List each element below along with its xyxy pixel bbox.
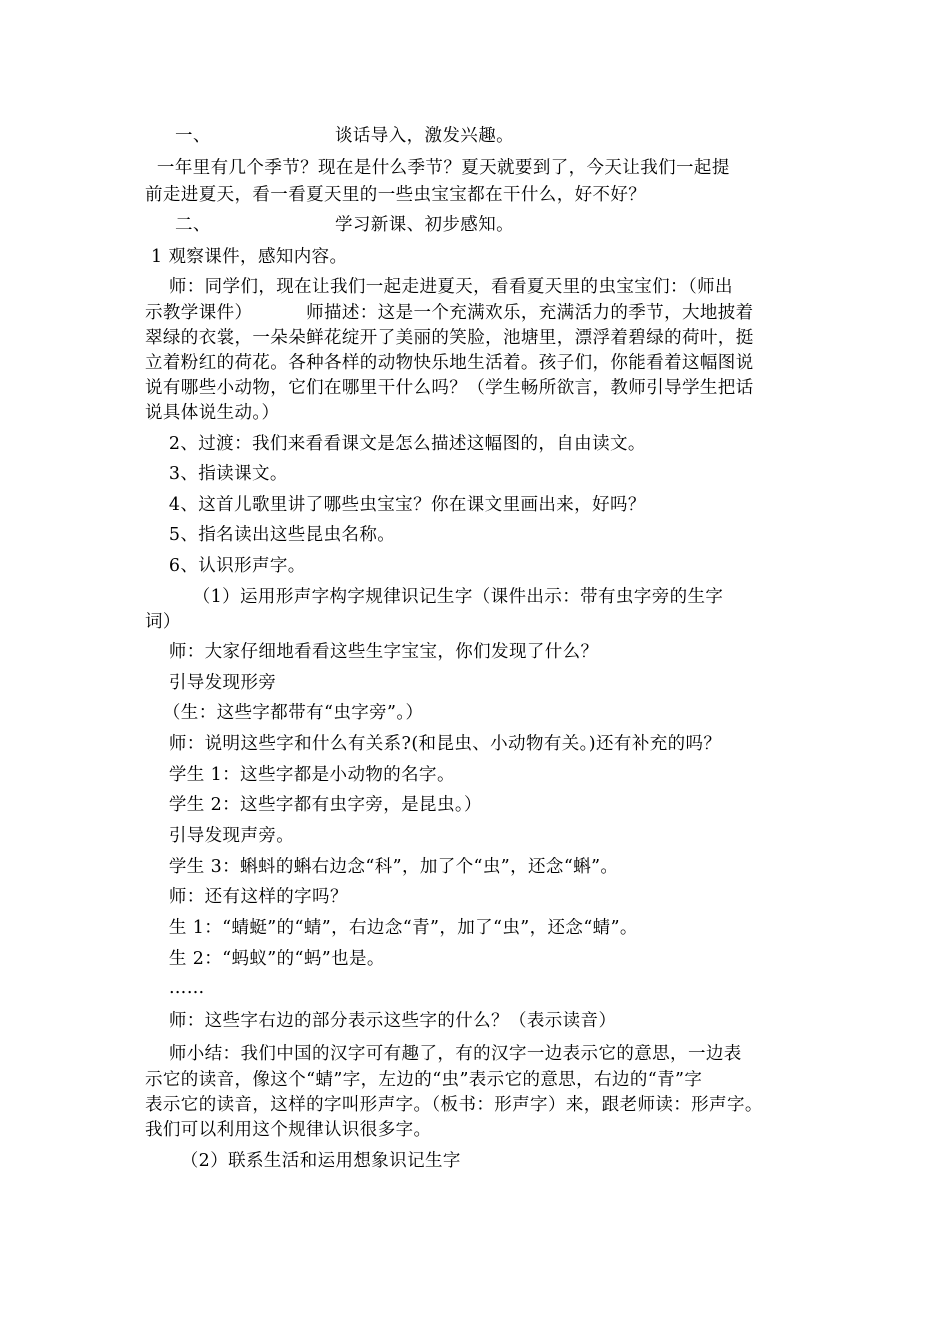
section-1-number: 一、 — [175, 126, 211, 146]
dialogue-line: 生 2：“蚂蚁”的“蚂”也是。 — [145, 949, 385, 969]
list-item: 2、过渡：我们来看看课文是怎么描述这幅图的，自由读文。 — [145, 434, 646, 454]
subsection-heading: （2）联系生活和运用想象识记生字 — [145, 1151, 461, 1171]
paragraph-line: 说有哪些小动物，它们在哪里干什么吗？（学生畅所欲言，教师引导学生把话 — [145, 378, 754, 398]
dialogue-line: 引导发现声旁。 — [145, 826, 295, 846]
dialogue-line: 师：说明这些字和什么有关系?(和昆虫、小动物有关。)还有补充的吗？ — [145, 734, 722, 754]
paragraph-line: 一年里有几个季节？现在是什么季节？夏天就要到了，今天让我们一起提 — [145, 158, 730, 178]
paragraph-line: 1 观察课件，感知内容。 — [145, 247, 348, 267]
paragraph-line: 我们可以利用这个规律认识很多字。 — [145, 1120, 432, 1140]
dialogue-line: 引导发现形旁 — [145, 673, 277, 693]
dialogue-line: 学生 3：蝌蚪的蝌右边念“科”，加了个“虫”，还念“蝌”。 — [145, 857, 619, 877]
dialogue-line: 师：这些字右边的部分表示这些字的什么？（表示读音） — [145, 1011, 617, 1031]
dialogue-line: 学生 1：这些字都是小动物的名字。 — [145, 765, 455, 785]
dialogue-line: 师：大家仔细地看看这些生字宝宝，你们发现了什么？ — [145, 642, 599, 662]
paragraph-line: （1）运用形声字构字规律识记生字（课件出示：带有虫字旁的生字 — [145, 587, 724, 607]
paragraph-line: 翠绿的衣裳，一朵朵鲜花绽开了美丽的笑脸，池塘里，漂浮着碧绿的荷叶，挺 — [145, 328, 754, 348]
list-item: 4、这首儿歌里讲了哪些虫宝宝？你在课文里画出来，好吗？ — [145, 495, 646, 515]
ellipsis: …… — [145, 978, 205, 998]
section-1-title: 谈话导入，激发兴趣。 — [335, 126, 514, 146]
dialogue-line: 生 1：“蜻蜓”的“蜻”，右边念“青”，加了“虫”，还念“蜻”。 — [145, 918, 638, 938]
section-2-number: 二、 — [175, 215, 211, 235]
paragraph-line: 立着粉红的荷花。各种各样的动物快乐地生活着。孩子们，你能看着这幅图说 — [145, 353, 754, 373]
list-item: 5、指名读出这些昆虫名称。 — [145, 525, 396, 545]
paragraph-line: 说具体说生动。） — [145, 403, 280, 423]
paragraph-line: 前走进夏天，看一看夏天里的一些虫宝宝都在干什么，好不好？ — [145, 185, 647, 205]
list-item: 6、认识形声字。 — [145, 556, 306, 576]
section-2-title: 学习新课、初步感知。 — [335, 215, 514, 235]
paragraph-line: 词） — [145, 612, 181, 632]
paragraph-line: 师：同学们，现在让我们一起走进夏天，看看夏天里的虫宝宝们：（师出 — [145, 277, 733, 297]
paragraph-line: 师小结：我们中国的汉字可有趣了，有的汉字一边表示它的意思，一边表 — [145, 1044, 742, 1064]
paragraph-line: 示它的读音，像这个“蜻”字，左边的“虫”表示它的意思，右边的“青”字 — [145, 1070, 703, 1090]
dialogue-line: （生：这些字都带有“虫字旁”。） — [145, 703, 424, 723]
dialogue-line: 学生 2：这些字都有虫字旁，是昆虫。） — [145, 795, 482, 815]
paragraph-line: 表示它的读音，这样的字叫形声字。（板书：形声字）来，跟老师读：形声字。 — [145, 1095, 763, 1115]
dialogue-line: 师：还有这样的字吗？ — [145, 887, 348, 907]
list-item: 3、指读课文。 — [145, 464, 288, 484]
paragraph-line: 示教学课件） 师描述：这是一个充满欢乐，充满活力的季节，大地披着 — [145, 303, 754, 323]
